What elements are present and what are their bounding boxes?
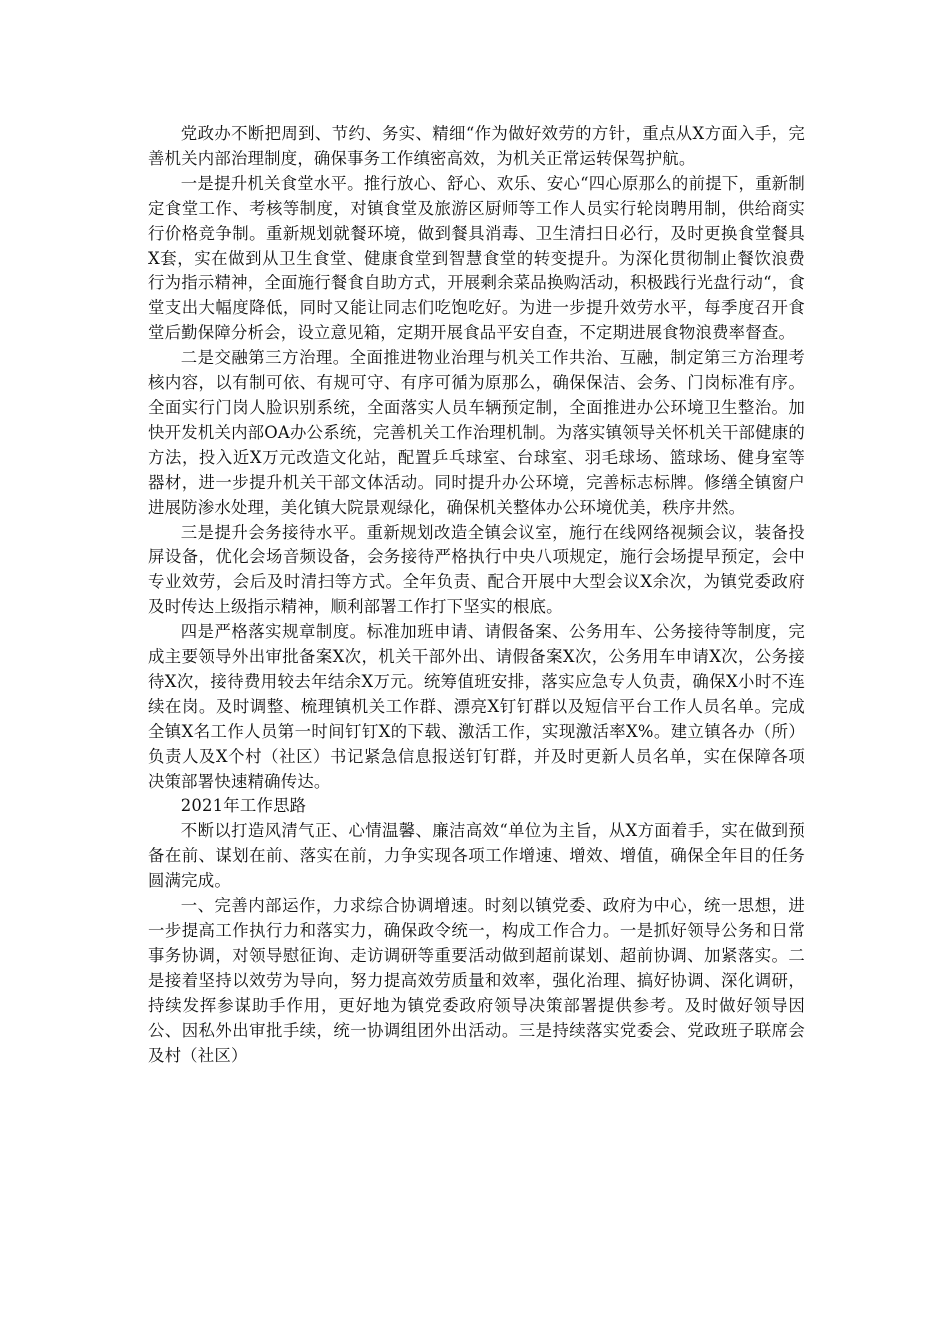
work-plan-intro-paragraph: 不断以打造风清气正、心情温馨、廉洁高效“单位为主旨，从X方面着手，实在做到预备在前、谋划在前、落实在前，力争实现各项工作增速、增效、增值，确保全年目的任务圆满完成。	[148, 821, 805, 891]
internal-operation-paragraph: 一、完善内部运作，力求综合协调增速。时刻以镇党委、政府为中心，统一思想，进一步提高工作执行力和落实力，确保政令统一，构成工作合力。一是抓好领导公务和日常事务协调，对领导慰征询、走访调研等重要活动做到超前谋划、超前协调、加紧落实。二是接着坚持以效劳为导向，努力提高效劳质量和效率，强化治理、搞好协调、深化调研，持续发挥参谋助手作用，更好地为镇党委政府领导决策部署提供参考。及时做好领导因公、因私外出审批手续，统一协调组团外出活动。三是持续落实党委会、党政班子联席会及村（社区）	[148, 896, 805, 1065]
intro-paragraph: 党政办不断把周到、节约、务实、精细“作为做好效劳的方针，重点从X方面入手，完善机关内部治理制度，确保事务工作缜密高效，为机关正常运转保驾护航。	[148, 124, 805, 168]
third-party-management-paragraph: 二是交融第三方治理。全面推进物业治理与机关工作共治、互融，制定第三方治理考核内容，以有制可依、有规可守、有序可循为原那么，确保保洁、会务、门岗标准有序。全面实行门岗人脸识别系统，全面落实人员车辆预定制，全面推进办公环境卫生整治。加快开发机关内部OA办公系统，完善机关工作治理机制。为落实镇领导关怀机关干部健康的方法，投入近X万元改造文化站，配置乒乓球室、台球室、羽毛球场、篮球场、健身室等器材，进一步提升机关干部文体活动。同时提升办公环境，完善标志标牌。修缮全镇窗户进展防渗水处理，美化镇大院景观绿化，确保机关整体办公环境优美，秩序井然。	[148, 348, 805, 517]
document-body	[148, 122, 805, 1068]
canteen-paragraph: 一是提升机关食堂水平。推行放心、舒心、欢乐、安心“四心原那么的前提下，重新制定食堂工作、考核等制度，对镇食堂及旅游区厨师等工作人员实行轮岗聘用制，供给商实行价格竞争制。重新规划就餐环境，做到餐具消毒、卫生清扫日必行，及时更换食堂餐具X套，实在做到从卫生食堂、健康食堂到智慧食堂的转变提升。为深化贯彻制止餐饮浪费行为指示精神，全面施行餐食自助方式，开展剩余菜品换购活动，积极践行光盘行动“，食堂支出大幅度降低，同时又能让同志们吃饱吃好。为进一步提升效劳水平，每季度召开食堂后勤保障分析会，设立意见箱，定期开展食品平安自查，不定期进展食物浪费率督查。	[148, 173, 805, 343]
rules-implementation-paragraph: 四是严格落实规章制度。标准加班申请、请假备案、公务用车、公务接待等制度，完成主要领导外出审批备案X次，机关干部外出、请假备案X次，公务用车申请X次，公务接待X次，接待费用较去年结余X万元。统筹值班安排，落实应急专人负责，确保X小时不连续在岗。及时调整、梳理镇机关工作群、漂亮X钉钉群以及短信平台工作人员名单。完成全镇X名工作人员第一时间钉钉X的下载、激活工作，实现激活率X%。建立镇各办（所）负责人及X个村（社区）书记紧急信息报送钉钉群，并及时更新人员名单，实在保障各项决策部署快速精确传达。	[148, 622, 805, 791]
meeting-reception-paragraph: 三是提升会务接待水平。重新规划改造全镇会议室，施行在线网络视频会议，装备投屏设备，优化会场音频设备，会务接待严格执行中央八项规定，施行会场提早预定，会中专业效劳，会后及时清扫等方式。全年负责、配合开展中大型会议X余次，为镇党委政府及时传达上级指示精神，顺利部署工作打下坚实的根底。	[148, 522, 805, 617]
section-heading: 2021年工作思路	[180, 796, 307, 816]
